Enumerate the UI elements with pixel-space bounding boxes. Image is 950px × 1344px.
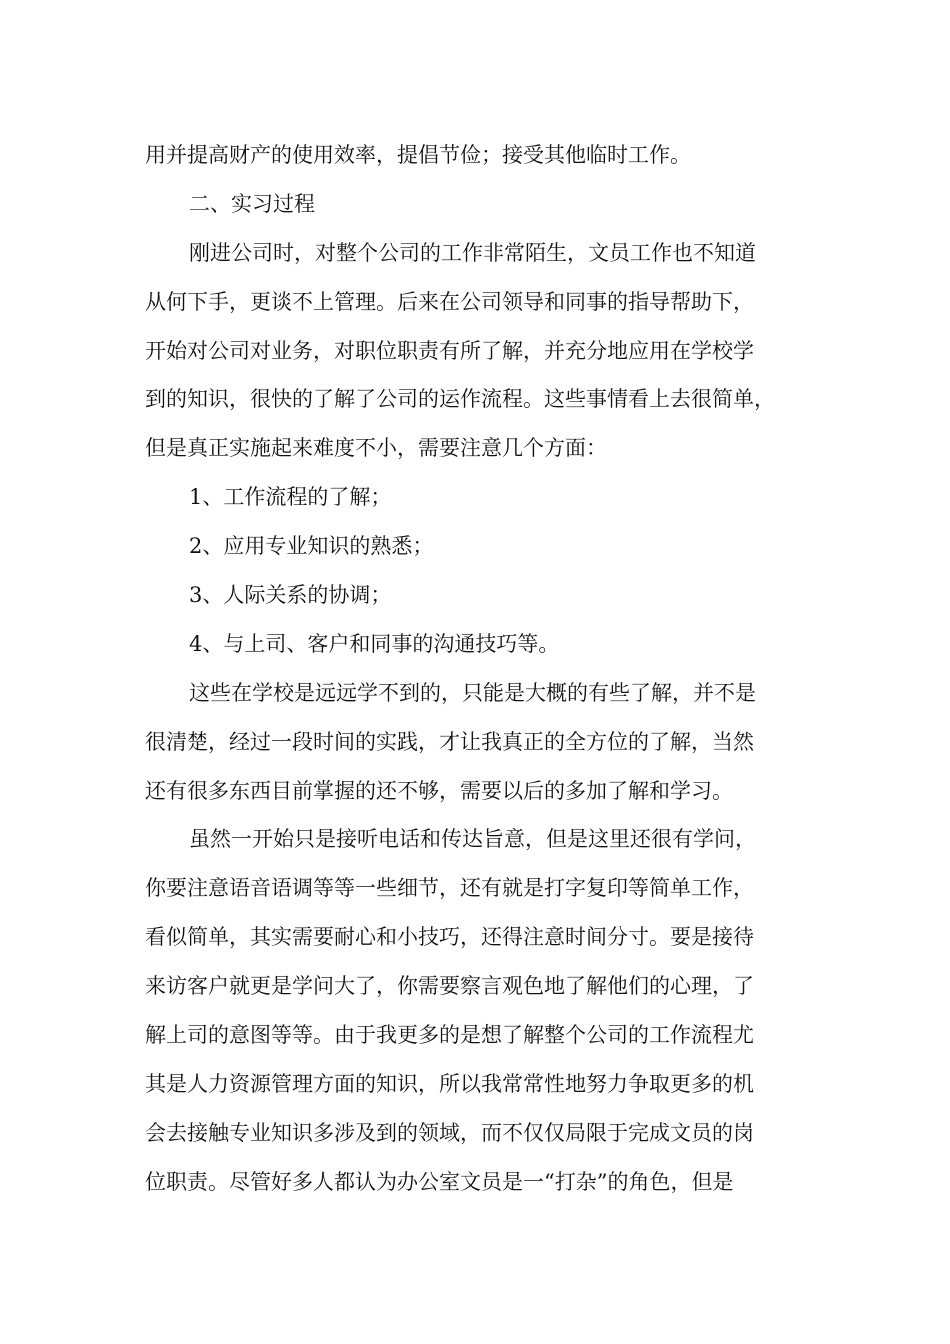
text-line: 位职责。尽管好多人都认为办公室文员是一“打杂”的角色，但是 <box>145 1169 734 1194</box>
text-line: 用并提高财产的使用效率，提倡节俭；接受其他临时工作。 <box>145 143 691 167</box>
text-line: 还有很多东西目前掌握的还不够，需要以后的多加了解和学习。 <box>145 778 733 803</box>
text-line: 开始对公司对业务，对职位职责有所了解，并充分地应用在学校学 <box>145 338 754 363</box>
text-line: 但是真正实施起来难度不小，需要注意几个方面： <box>145 436 607 461</box>
text-line: 来访客户就更是学问大了，你需要察言观色地了解他们的心理，了 <box>145 974 754 999</box>
document-body <box>145 131 825 1207</box>
list-item: 1、工作流程的了解； <box>189 485 392 510</box>
list-item: 3、人际关系的协调； <box>189 583 392 608</box>
text-line: 很清楚，经过一段时间的实践，才让我真正的全方位的了解，当然 <box>145 729 754 754</box>
text-line: 解上司的意图等等。由于我更多的是想了解整个公司的工作流程尤 <box>145 1023 754 1048</box>
text-line: 看似简单，其实需要耐心和小技巧，还得注意时间分寸。要是接待 <box>145 925 754 950</box>
list-item: 2、应用专业知识的熟悉； <box>189 534 434 559</box>
list-item: 4、与上司、客户和同事的沟通技巧等。 <box>189 631 560 656</box>
text-line: 虽然一开始只是接听电话和传达旨意，但是这里还很有学问， <box>189 827 756 852</box>
text-line: 刚进公司时，对整个公司的工作非常陌生，文员工作也不知道 <box>189 240 756 265</box>
text-line: 其是人力资源管理方面的知识，所以我常常性地努力争取更多的机 <box>145 1071 754 1096</box>
text-line: 到的知识，很快的了解了公司的运作流程。这些事情看上去很简单， <box>145 387 775 412</box>
text-line: 你要注意语音语调等等一些细节，还有就是打字复印等简单工作， <box>145 876 754 901</box>
text-line: 从何下手，更谈不上管理。后来在公司领导和同事的指导帮助下， <box>145 289 754 314</box>
text-line: 会去接触专业知识多涉及到的领域，而不仅仅局限于完成文员的岗 <box>145 1120 754 1145</box>
section-heading: 二、实习过程 <box>189 191 315 216</box>
text-line: 这些在学校是远远学不到的，只能是大概的有些了解，并不是 <box>189 680 756 705</box>
